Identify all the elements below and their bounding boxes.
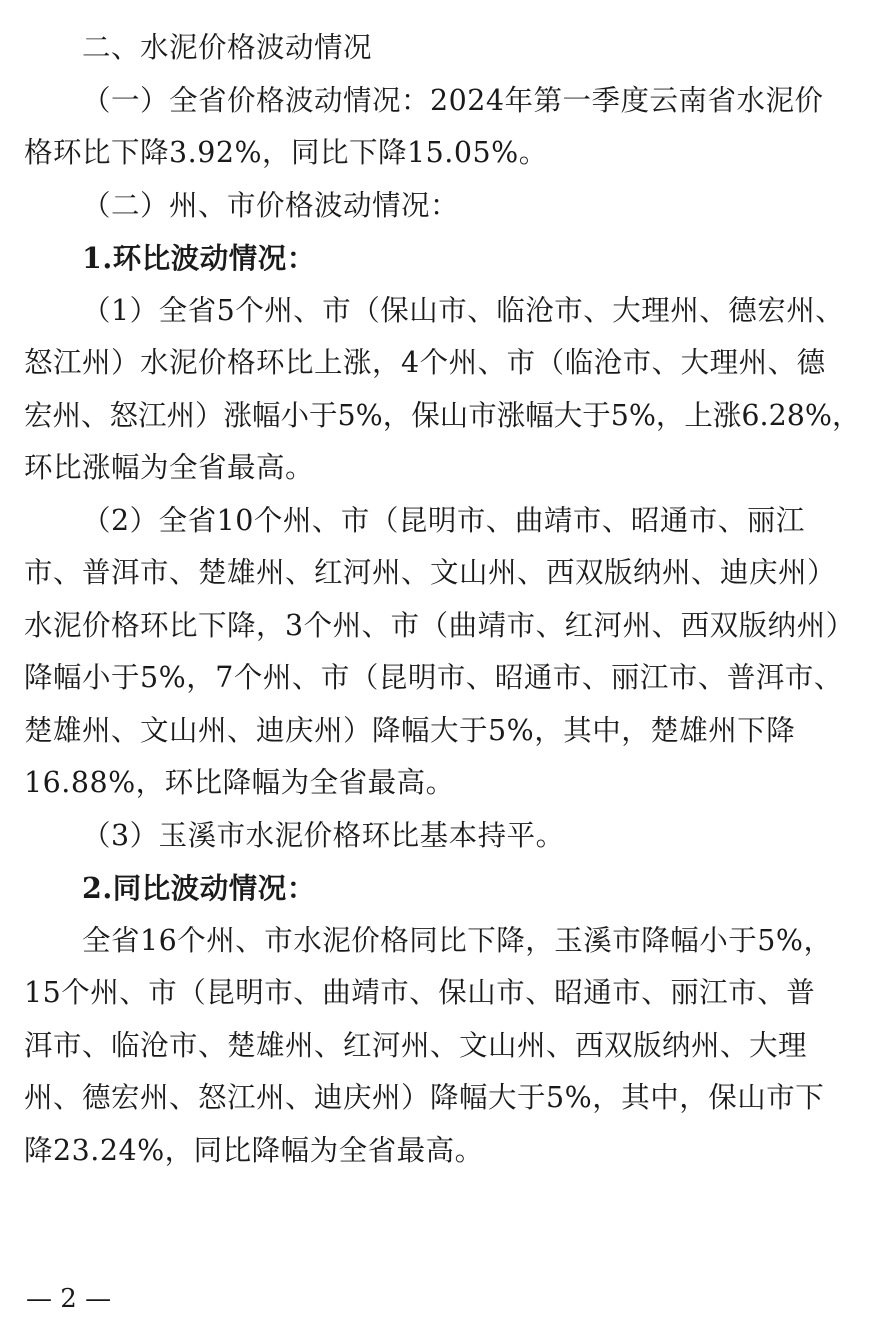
paragraph-line: 降23.24%，同比降幅为全省最高。 — [24, 1133, 484, 1167]
paragraph-line: 格环比下降3.92%，同比下降15.05%。 — [24, 136, 548, 169]
bold-subheading: 1.环比波动情况： — [82, 241, 316, 275]
paragraph-line: （1）全省5个州、市（保山市、临沧市、大理州、德宏州、 — [82, 293, 845, 327]
paragraph-line: 州、德宏州、怒江州、迪庆州）降幅大于5%，其中，保山市下 — [24, 1081, 825, 1114]
paragraph-line: （2）全省10个州、市（昆明市、曲靖市、昭通市、丽江 — [82, 503, 805, 537]
paragraph-line: 环比涨幅为全省最高。 — [24, 451, 315, 484]
paragraph-line: 市、普洱市、楚雄州、红河州、文山州、西双版纳州、迪庆州） — [24, 556, 837, 589]
paragraph-line: 降幅小于5%，7个州、市（昆明市、昭通市、丽江市、普洱市、 — [24, 661, 843, 694]
paragraph-line: 16.88%，环比降幅为全省最高。 — [24, 766, 455, 799]
subsection-heading: （二）州、市价格波动情况： — [82, 188, 460, 222]
paragraph-line: 洱市、临沧市、楚雄州、红河州、文山州、西双版纳州、大理 — [24, 1028, 808, 1062]
document-page — [24, 22, 860, 1177]
section-heading: 二、水泥价格波动情况 — [82, 31, 373, 64]
paragraph-line: 怒江州）水泥价格环比上涨，4个州、市（临沧市、大理州、德 — [24, 346, 826, 379]
paragraph-line: 水泥价格环比下降，3个州、市（曲靖市、红河州、西双版纳州） — [24, 608, 855, 642]
bold-subheading: 2.同比波动情况： — [82, 871, 316, 905]
paragraph-line: 15个州、市（昆明市、曲靖市、保山市、昭通市、丽江市、普 — [24, 976, 816, 1009]
paragraph-line: 楚雄州、文山州、迪庆州）降幅大于5%，其中，楚雄州下降 — [24, 713, 796, 747]
paragraph-line: 全省16个州、市水泥价格同比下降，玉溪市降幅小于5%， — [82, 923, 833, 957]
paragraph-line: （3）玉溪市水泥价格环比基本持平。 — [82, 818, 565, 852]
page-number: — 2 — — [26, 1284, 112, 1314]
paragraph-line: （一）全省价格波动情况：2024年第一季度云南省水泥价 — [82, 83, 824, 117]
paragraph-line: 宏州、怒江州）涨幅小于5%，保山市涨幅大于5%，上涨6.28%， — [24, 398, 861, 432]
